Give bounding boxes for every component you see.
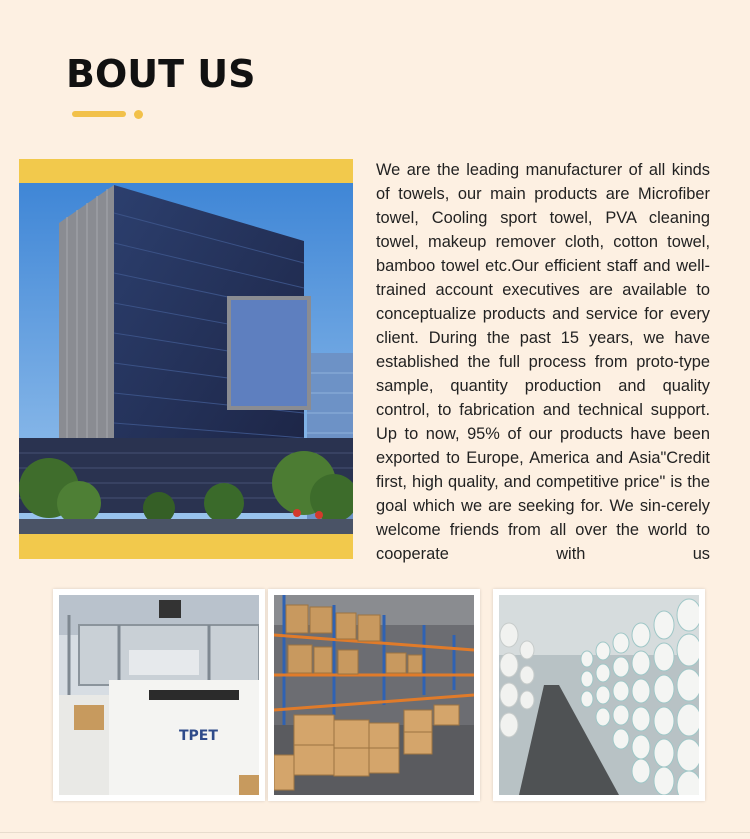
title-underline [72, 111, 126, 117]
factory-machine-photo [59, 595, 259, 795]
about-paragraph: We are the leading manufacturer of all kinds of towels, our main products are Microfiber towel, Cooling sport towel, PVA cleaning towel, makeup remover cloth, cotton towel, bamboo towel etc.Our efficient staff and well-trained account executives are available to conceptualize products and service for every client. During the past 15 years, we have established the full process from proto-type sample, quantity production and quality control, to fabrication and technical support. Up to now, 95% of our products have been exported to Europe, America and Asia"Credit first, high quality, and competitive price" is the goal which we are seeking for. We sin-cerely welcome friends from all over the world to cooperate with us [376, 161, 710, 563]
bottom-divider [0, 832, 750, 833]
gallery-item-factory [53, 589, 265, 801]
gallery-item-warehouse [268, 589, 480, 801]
title-dot [134, 110, 143, 119]
warehouse-boxes-photo [274, 595, 474, 795]
gallery-item-yarn [493, 589, 705, 801]
section-title: BOUT US [66, 52, 256, 96]
yarn-rolls-photo [499, 595, 699, 795]
hero-frame [19, 159, 353, 559]
office-building-photo [19, 183, 353, 534]
machine-brand-label: TPET [179, 728, 218, 744]
